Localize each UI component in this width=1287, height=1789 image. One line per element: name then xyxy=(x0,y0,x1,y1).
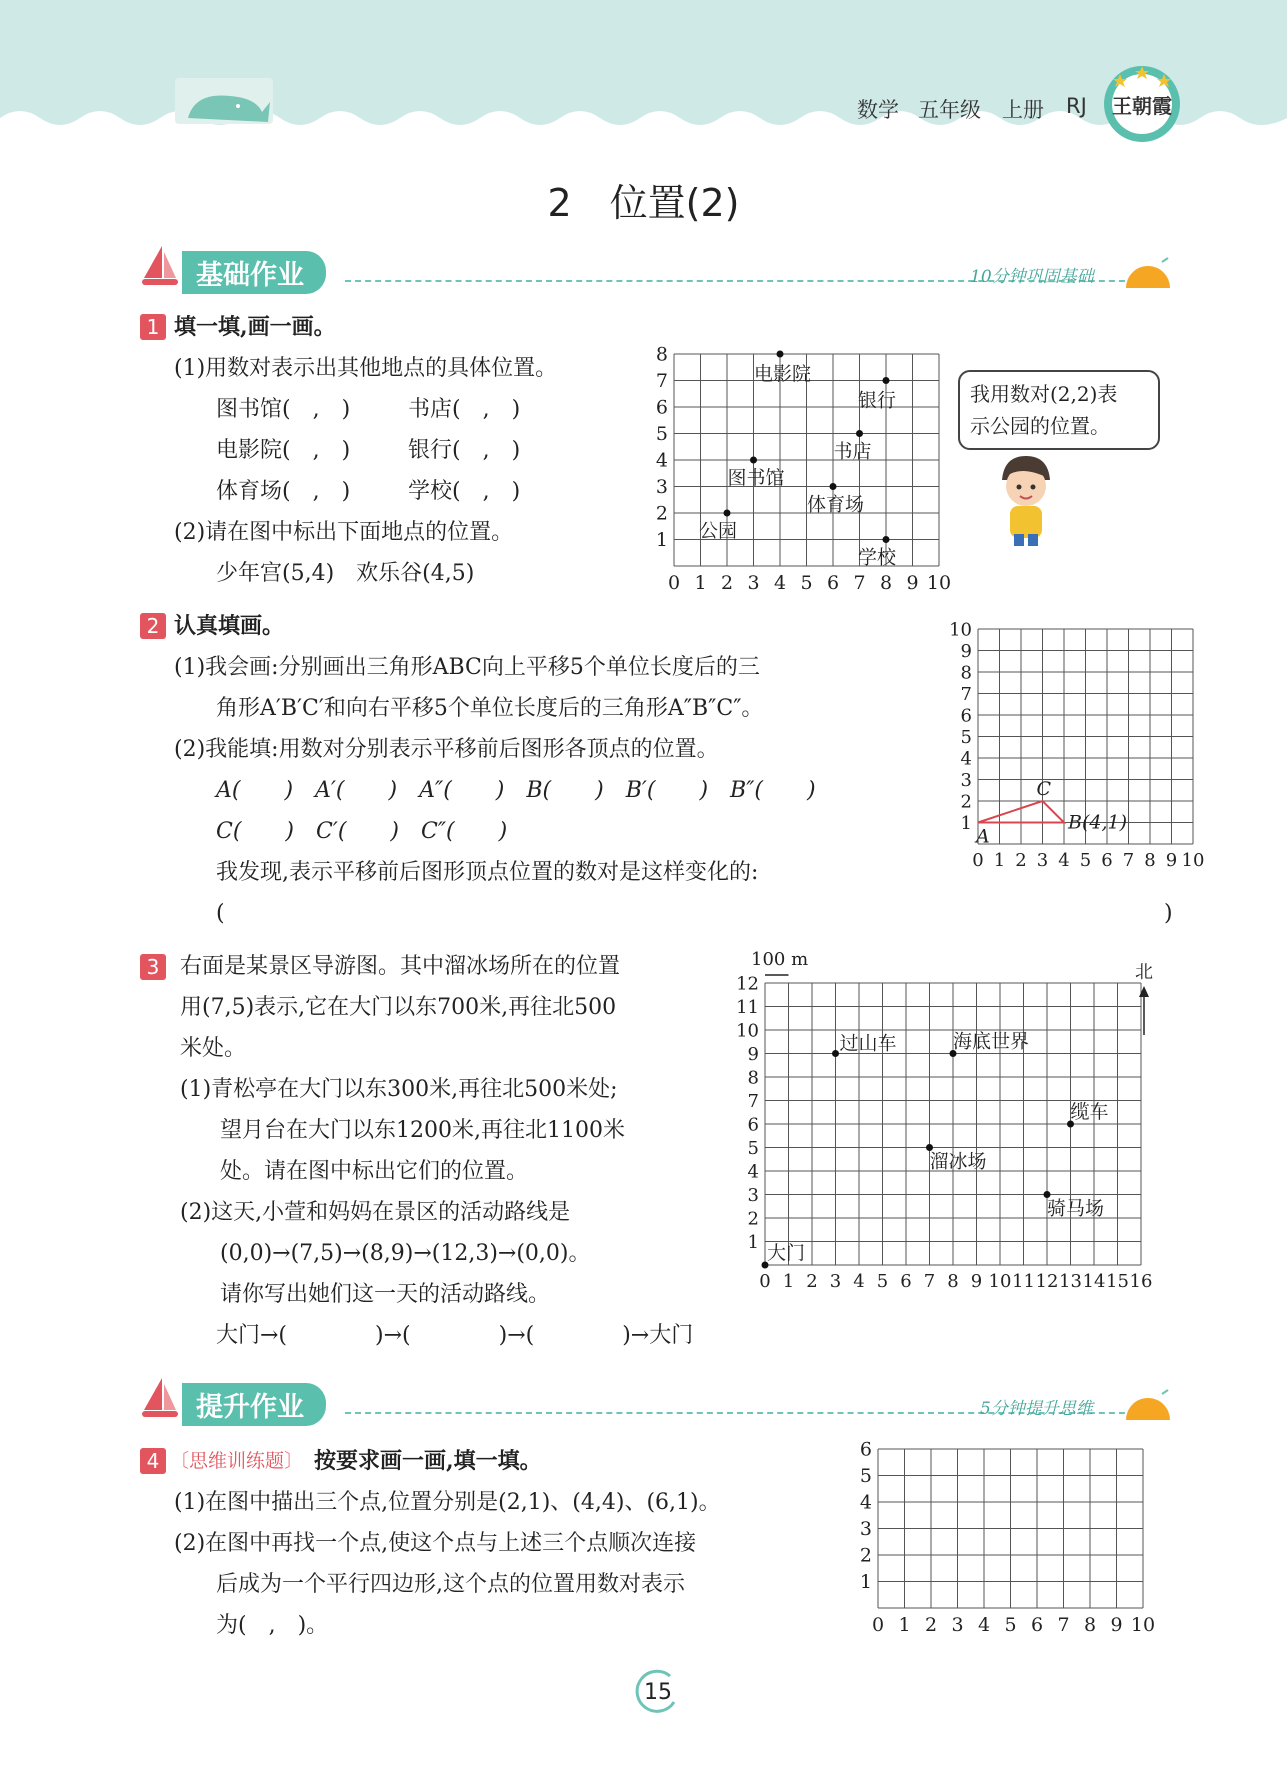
q1-row1a: 图书馆( , ) xyxy=(216,397,351,422)
q3-number: 3 xyxy=(140,954,166,980)
c3-x-tick: 3 xyxy=(829,1271,842,1292)
c1-x-tick: 8 xyxy=(879,572,893,594)
c1-point xyxy=(856,430,863,437)
c3-x-tick: 11 xyxy=(1012,1271,1035,1292)
sail-icon xyxy=(140,244,180,286)
c3-y-tick: 5 xyxy=(747,1137,759,1159)
q3-sub2c: 请你写出她们这一天的活动路线。 xyxy=(220,1282,551,1307)
c2-y-tick: 1 xyxy=(960,812,972,834)
q3-sub1a: (1)青松亭在大门以东300米,再往北500米处; xyxy=(180,1077,618,1102)
c3-y-tick: 11 xyxy=(736,996,759,1018)
c3-x-tick: 9 xyxy=(970,1271,983,1292)
c2-x-tick: 7 xyxy=(1122,850,1135,871)
edition-label: RJ xyxy=(1066,94,1087,118)
section-advance-right: 5分钟提升思维 xyxy=(980,1399,1093,1419)
q1-row3a: 体育场( , ) xyxy=(216,479,351,504)
speech-bubble xyxy=(958,370,1160,450)
c2-y-tick: 2 xyxy=(960,791,972,813)
c1-point xyxy=(830,483,837,490)
c3-y-tick: 8 xyxy=(747,1067,759,1089)
c4-y-tick: 3 xyxy=(859,1518,872,1541)
c1-label: 公园 xyxy=(699,520,738,542)
c1-label: 图书馆 xyxy=(727,467,785,489)
q4-title: 按要求画一画,填一填。 xyxy=(314,1448,542,1474)
c2-vertex-label: C xyxy=(1036,778,1052,800)
c4-y-tick: 6 xyxy=(859,1438,872,1461)
c2-x-tick: 3 xyxy=(1036,850,1049,871)
q2-discover: 我发现,表示平移前后图形顶点位置的数对是这样变化的: xyxy=(216,860,759,885)
c3-scale: 100 m xyxy=(751,949,809,970)
q3-sub2b: (0,0)→(7,5)→(8,9)→(12,3)→(0,0)。 xyxy=(220,1241,591,1266)
c1-point xyxy=(883,377,890,384)
c1-x-tick: 2 xyxy=(720,572,734,594)
q1-sub1: (1)用数对表示出其他地点的具体位置。 xyxy=(174,356,558,381)
c2-x-tick: 5 xyxy=(1079,850,1092,871)
q2-fill-row1: A( ) A′( ) A″( ) B( ) B′( ) B″( ) xyxy=(216,778,816,803)
c1-y-tick: 8 xyxy=(655,343,668,366)
c3-label: 海底世界 xyxy=(953,1030,1030,1053)
c4-x-tick: 4 xyxy=(977,1614,991,1636)
c3-x-tick: 5 xyxy=(876,1271,889,1292)
q2-title: 认真填画。 xyxy=(174,613,285,639)
q1-number: 1 xyxy=(140,314,166,340)
c1-label: 书店 xyxy=(833,440,872,463)
c3-x-tick: 14 xyxy=(1082,1271,1106,1292)
q3-map-chart xyxy=(735,945,1155,1295)
q2-sub2: (2)我能填:用数对分别表示平移前后图形各顶点的位置。 xyxy=(174,737,719,762)
c3-x-tick: 1 xyxy=(782,1271,795,1292)
c1-y-tick: 6 xyxy=(655,396,668,419)
c3-north-label: 北 xyxy=(1135,962,1153,983)
q1-row2b: 银行( , ) xyxy=(408,438,521,463)
c1-y-tick: 2 xyxy=(655,502,668,525)
c2-y-tick: 3 xyxy=(960,769,972,791)
c3-y-tick: 1 xyxy=(747,1231,759,1253)
c3-x-tick: 4 xyxy=(853,1271,865,1292)
c3-point xyxy=(832,1050,839,1057)
c2-vertex-label: B(4,1) xyxy=(1068,811,1128,834)
c3-y-tick: 10 xyxy=(736,1020,759,1042)
c1-x-tick: 7 xyxy=(853,572,866,594)
c1-x-tick: 0 xyxy=(667,572,681,594)
c2-y-tick: 7 xyxy=(960,683,972,705)
c3-label: 溜冰场 xyxy=(929,1150,987,1173)
q4-sub2b: 后成为一个平行四边形,这个点的位置用数对表示 xyxy=(216,1572,685,1597)
c2-y-tick: 10 xyxy=(949,619,972,641)
c2-y-tick: 6 xyxy=(960,705,972,727)
q2-grid-chart xyxy=(930,618,1205,880)
q4-tag: 〔思维训练题〕 xyxy=(170,1450,304,1472)
c3-y-tick: 7 xyxy=(747,1090,759,1112)
sail-icon-2 xyxy=(140,1376,180,1418)
c2-x-tick: 0 xyxy=(972,850,984,871)
c3-x-tick: 12 xyxy=(1035,1271,1059,1292)
c2-x-tick: 9 xyxy=(1165,850,1178,871)
c2-x-tick: 10 xyxy=(1181,850,1205,871)
c1-point xyxy=(750,457,757,464)
q2-number: 2 xyxy=(140,613,166,639)
c3-x-tick: 7 xyxy=(923,1271,936,1292)
grade-label: 五年级 xyxy=(918,98,981,122)
c4-y-tick: 1 xyxy=(859,1571,872,1594)
wave-decoration xyxy=(0,0,1287,150)
c1-y-tick: 5 xyxy=(655,423,668,446)
c3-x-tick: 8 xyxy=(947,1271,959,1292)
c4-x-tick: 0 xyxy=(871,1614,885,1636)
c2-y-tick: 5 xyxy=(960,726,972,748)
c1-x-tick: 10 xyxy=(926,572,952,594)
q4-sub1: (1)在图中描出三个点,位置分别是(2,1)、(4,4)、(6,1)。 xyxy=(174,1490,721,1515)
q3-line2: 用(7,5)表示,它在大门以东700米,再往北500 xyxy=(180,995,617,1020)
c3-x-tick: 10 xyxy=(988,1271,1012,1292)
q4-grid-chart xyxy=(848,1438,1158,1648)
c2-y-tick: 9 xyxy=(960,640,972,662)
c4-y-tick: 2 xyxy=(859,1544,872,1567)
subject-label: 数学 xyxy=(857,98,899,122)
q2-sub1b: 角形A′B′C′和向右平移5个单位长度后的三角形A″B″C″。 xyxy=(216,696,764,721)
c4-x-tick: 1 xyxy=(898,1614,911,1636)
q3-sub2a: (2)这天,小萱和妈妈在景区的活动路线是 xyxy=(180,1200,571,1225)
c4-y-tick: 4 xyxy=(859,1491,872,1514)
c3-y-tick: 6 xyxy=(747,1114,759,1136)
sun-icon-2 xyxy=(1122,1390,1174,1424)
c4-x-tick: 2 xyxy=(924,1614,938,1636)
section-basic-right: 10分钟巩固基础 xyxy=(970,267,1094,287)
bubble-line1: 我用数对(2,2)表 xyxy=(970,382,1118,406)
c3-x-tick: 2 xyxy=(806,1271,818,1292)
c1-y-tick: 3 xyxy=(655,476,668,499)
c4-x-tick: 6 xyxy=(1030,1614,1044,1636)
c1-x-tick: 5 xyxy=(800,572,813,594)
c3-x-tick: 16 xyxy=(1129,1271,1153,1292)
c2-x-tick: 6 xyxy=(1101,850,1113,871)
q2-sub1a: (1)我会画:分别画出三角形ABC向上平移5个单位长度后的三 xyxy=(174,655,760,680)
brand-text: 王朝霞 xyxy=(1112,94,1172,118)
q1-sub2: (2)请在图中标出下面地点的位置。 xyxy=(174,520,514,545)
sun-icon xyxy=(1122,258,1174,292)
whale-icon xyxy=(175,78,273,124)
c3-y-tick: 4 xyxy=(747,1161,759,1183)
c1-label: 电影院 xyxy=(754,363,812,385)
q4-sub2c: 为( , )。 xyxy=(216,1613,329,1638)
c3-y-tick: 3 xyxy=(747,1184,759,1206)
q1-row2a: 电影院( , ) xyxy=(216,438,351,463)
c3-x-tick: 0 xyxy=(759,1271,771,1292)
c3-y-tick: 9 xyxy=(747,1043,759,1065)
page-number-badge xyxy=(630,1668,680,1718)
c1-point xyxy=(883,536,890,543)
c2-y-tick: 8 xyxy=(960,662,972,684)
c3-label: 大门 xyxy=(767,1242,806,1264)
c3-x-tick: 15 xyxy=(1106,1271,1129,1292)
q3-line3: 米处。 xyxy=(180,1036,247,1061)
q2-paren-open: ( xyxy=(216,901,225,926)
c2-x-tick: 1 xyxy=(993,850,1006,871)
c1-x-tick: 9 xyxy=(906,572,919,594)
page-number: 15 xyxy=(644,1680,672,1705)
c4-x-tick: 7 xyxy=(1057,1614,1070,1636)
c1-label: 体育场 xyxy=(807,493,865,516)
q1-row1b: 书店( , ) xyxy=(408,397,521,422)
brand-logo xyxy=(1100,60,1184,144)
section-basic-label: 基础作业 xyxy=(182,251,326,294)
bubble-line2: 示公园的位置。 xyxy=(970,414,1110,438)
c1-point xyxy=(724,510,731,517)
section-advance-label: 提升作业 xyxy=(182,1383,326,1426)
c4-x-tick: 3 xyxy=(951,1614,964,1636)
c1-x-tick: 4 xyxy=(773,572,787,594)
c1-point xyxy=(777,351,784,358)
q1-grid-chart xyxy=(650,338,950,598)
volume-label: 上册 xyxy=(1002,98,1044,122)
c2-y-tick: 4 xyxy=(960,748,972,770)
c3-x-tick: 6 xyxy=(900,1271,912,1292)
c4-x-tick: 9 xyxy=(1110,1614,1123,1636)
c3-y-tick: 12 xyxy=(736,973,759,995)
c3-label: 过山车 xyxy=(839,1032,897,1055)
c1-y-tick: 1 xyxy=(655,529,668,552)
c1-label: 银行 xyxy=(858,389,897,412)
c4-y-tick: 5 xyxy=(859,1465,872,1488)
c4-x-tick: 5 xyxy=(1004,1614,1017,1636)
q3-line1: 右面是某景区导游图。其中溜冰场所在的位置 xyxy=(180,954,621,979)
c1-y-tick: 4 xyxy=(655,449,668,472)
c2-x-tick: 4 xyxy=(1058,850,1070,871)
c2-x-tick: 2 xyxy=(1015,850,1027,871)
q1-title: 填一填,画一画。 xyxy=(174,314,336,340)
q1-row3b: 学校( , ) xyxy=(408,479,521,504)
c3-y-tick: 2 xyxy=(747,1208,759,1230)
c1-x-tick: 1 xyxy=(694,572,707,594)
boy-avatar xyxy=(990,450,1060,550)
c3-label: 骑马场 xyxy=(1047,1197,1105,1220)
q4-number: 4 xyxy=(140,1448,166,1474)
c3-x-tick: 13 xyxy=(1059,1271,1082,1292)
q4-sub2a: (2)在图中再找一个点,使这个点与上述三个点顺次连接 xyxy=(174,1531,697,1556)
c3-label: 缆车 xyxy=(1070,1101,1109,1123)
q3-sub1c: 处。请在图中标出它们的位置。 xyxy=(220,1159,529,1184)
page-title: 2 位置(2) xyxy=(547,181,740,225)
c4-x-tick: 8 xyxy=(1083,1614,1097,1636)
c1-y-tick: 7 xyxy=(655,370,668,393)
q3-route: 大门→( )→( )→( )→大门 xyxy=(216,1323,694,1348)
q2-fill-row2: C( ) C′( ) C″( ) xyxy=(216,819,508,844)
c2-x-tick: 8 xyxy=(1144,850,1156,871)
c1-x-tick: 3 xyxy=(747,572,760,594)
q2-paren-close: ) xyxy=(1164,901,1173,926)
q1-places: 少年宫(5,4) 欢乐谷(4,5) xyxy=(216,561,475,586)
q3-sub1b: 望月台在大门以东1200米,再往北1100米 xyxy=(220,1118,625,1143)
c2-vertex-label: A xyxy=(976,825,990,848)
c4-x-tick: 10 xyxy=(1130,1614,1156,1636)
header-band xyxy=(0,0,1287,150)
c1-label: 学校 xyxy=(858,546,897,569)
c1-x-tick: 6 xyxy=(826,572,840,594)
